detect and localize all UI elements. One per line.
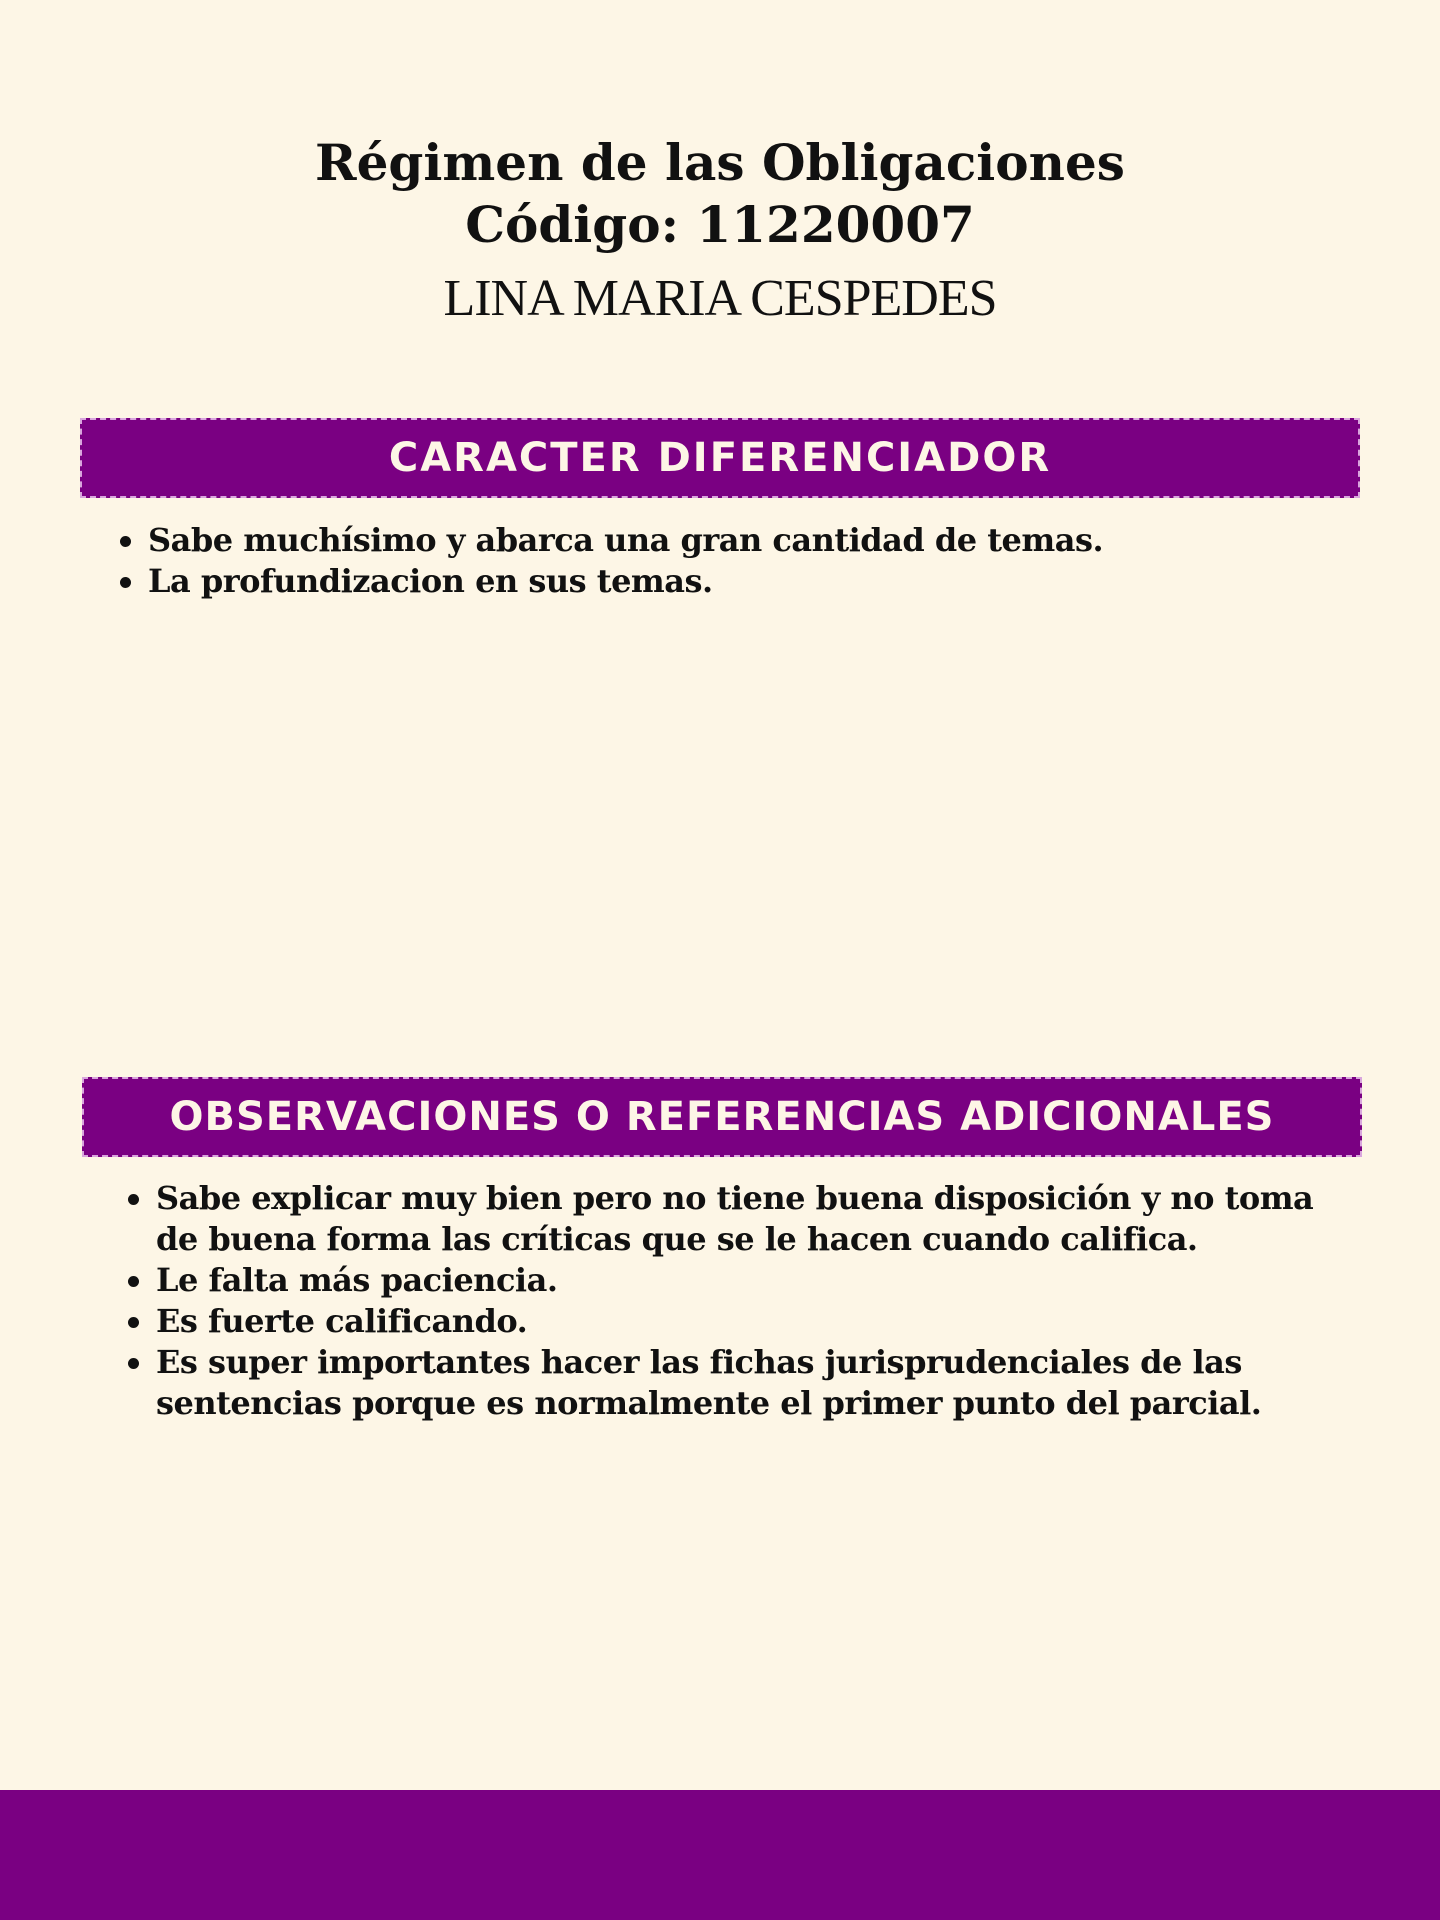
- section-heading-observaciones: OBSERVACIONES O REFERENCIAS ADICIONALES: [82, 1077, 1362, 1157]
- list-item: Sabe muchísimo y abarca una gran cantidad de temas.: [118, 520, 1338, 561]
- list-item: Sabe explicar muy bien pero no tiene buena disposición y no toma de buena forma las críticas que se le hacen cuando califica.: [126, 1178, 1356, 1260]
- list-item: Es fuerte calificando.: [126, 1301, 1356, 1342]
- footer-bar: [0, 1790, 1440, 1920]
- list-item: La profundizacion en sus temas.: [118, 561, 1338, 602]
- list-item: Le falta más paciencia.: [126, 1260, 1356, 1301]
- list-item: Es super importantes hacer las fichas jurisprudenciales de las sentencias porque es normalmente el primer punto del parcial.: [126, 1342, 1356, 1424]
- section-heading-caracter-diferenciador: CARACTER DIFERENCIADOR: [80, 418, 1360, 498]
- page-header: [0, 132, 1440, 334]
- observaciones-list: [126, 1178, 1356, 1424]
- course-code: Código: 11220007: [465, 195, 975, 254]
- course-title: Régimen de las Obligaciones: [315, 133, 1125, 192]
- caracter-diferenciador-list: [118, 520, 1338, 602]
- teacher-name: LINA MARIA CESPEDES: [443, 270, 997, 327]
